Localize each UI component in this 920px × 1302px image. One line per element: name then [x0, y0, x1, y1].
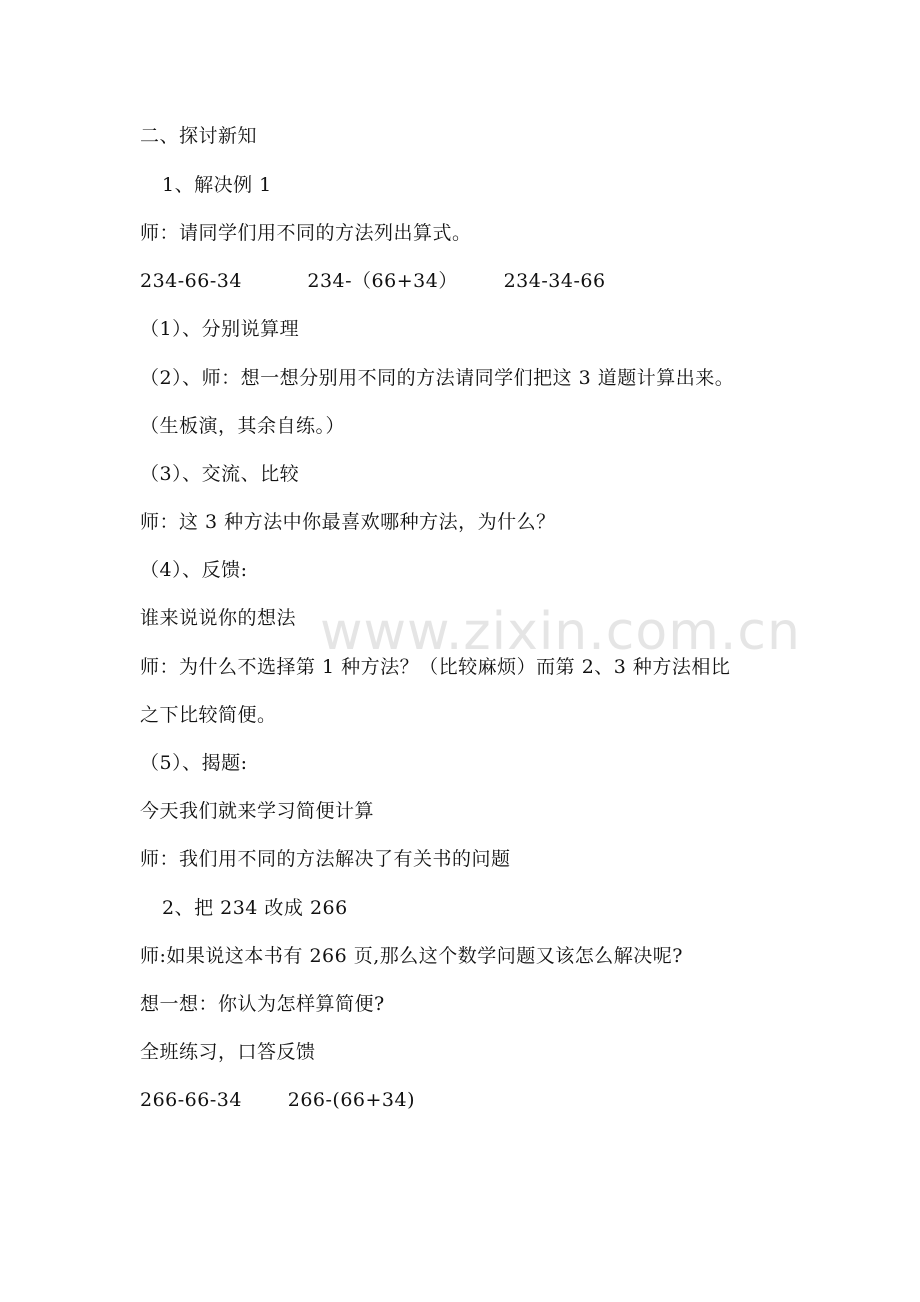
teacher-question-line: 师:如果说这本书有 266 页,那么这个数学问题又该怎么解决呢? — [140, 945, 683, 967]
text-line: 全班练习，口答反馈 — [140, 1041, 316, 1063]
step-4-line: （4）、反馈: — [140, 559, 248, 581]
teacher-line: 师：请同学们用不同的方法列出算式。 — [140, 222, 472, 244]
subsection-heading-example-1: 1、解决例 1 — [162, 174, 272, 196]
teacher-line: 师：为什么不选择第 1 种方法？（比较麻烦）而第 2、3 种方法相比 — [140, 656, 731, 678]
text-line: 之下比较简便。 — [140, 704, 277, 726]
expression-line: 266-66-34 266-(66+34) — [140, 1089, 416, 1111]
step-3-line: （3）、交流、比较 — [140, 463, 300, 485]
step-2-line: （2）、师：想一想分别用不同的方法请同学们把这 3 道题计算出来。 — [140, 367, 735, 389]
note-line: （生板演，其余自练。） — [140, 415, 346, 437]
text-line: 谁来说说你的想法 — [140, 607, 297, 629]
step-5-line: （5）、揭题: — [140, 752, 248, 774]
section-heading: 二、探讨新知 — [140, 125, 258, 147]
expression-line: 234-66-34 234-（66+34） 234-34-66 — [140, 270, 606, 292]
text-line: 今天我们就来学习简便计算 — [140, 800, 375, 822]
watermark: www.zixin.com.cn — [320, 602, 801, 662]
text-line: 想一想：你认为怎样算简便? — [140, 993, 385, 1015]
teacher-question-line: 师：这 3 种方法中你最喜欢哪种方法，为什么？ — [140, 511, 556, 533]
teacher-line: 师：我们用不同的方法解决了有关书的问题 — [140, 848, 511, 870]
step-1-line: （1）、分别说算理 — [140, 318, 300, 340]
subsection-heading-2: 2、把 234 改成 266 — [162, 897, 348, 919]
